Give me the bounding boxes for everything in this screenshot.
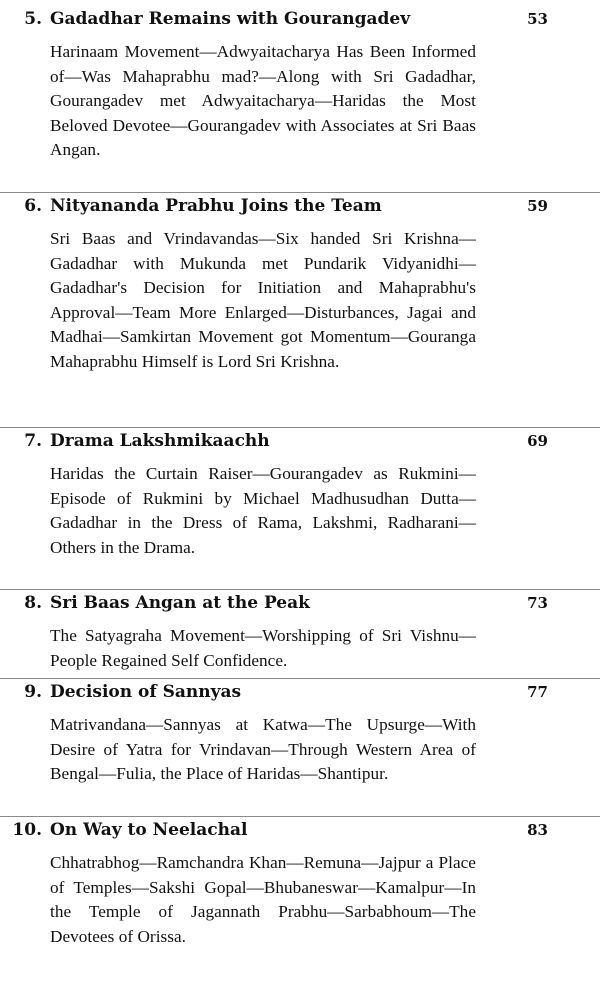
toc-entry-9 <box>0 677 548 787</box>
toc-heading <box>0 426 548 456</box>
page-number: 59 <box>527 197 548 215</box>
chapter-number: 8. <box>24 593 42 613</box>
chapter-title: On Way to Neelachal <box>50 820 248 840</box>
divider <box>0 192 600 193</box>
toc-heading <box>0 4 548 34</box>
chapter-number: 5. <box>24 9 42 29</box>
chapter-number: 6. <box>24 196 42 216</box>
chapter-title: Gadadhar Remains with Gourangadev <box>50 9 411 29</box>
chapter-title: Sri Baas Angan at the Peak <box>50 593 310 613</box>
page-number: 73 <box>527 594 548 612</box>
chapter-number: 9. <box>24 682 42 702</box>
divider <box>0 589 600 590</box>
chapter-description: Haridas the Curtain Raiser—Gourangadev as Rukmini—Episode of Rukmini by Michael Madhusudhan Dutta—Gadadhar in the Dress of Rama, Lakshmi, Radharani—Others in the Drama. <box>50 464 476 557</box>
toc-entry-10 <box>0 815 548 949</box>
divider <box>0 816 600 817</box>
page-number: 53 <box>527 10 548 28</box>
chapter-title: Decision of Sannyas <box>50 682 242 702</box>
chapter-description: The Satyagraha Movement—Worshipping of Sri Vishnu—People Regained Self Confidence. <box>50 626 476 670</box>
page-number: 69 <box>527 432 548 450</box>
toc-entry-8 <box>0 588 548 673</box>
toc-heading <box>0 588 548 618</box>
divider <box>0 678 600 679</box>
toc-heading <box>0 815 548 845</box>
chapter-description: Sri Baas and Vrindavandas—Six handed Sri Krishna—Gadadhar with Mukunda met Pundarik Vidyanidhi—Gadadhar's Decision for Initiation and Mahaprabhu's Approval—Team More Enlarged—Disturbances, Jagai and Madhai—Samkirtan Movement got Momentum—Gouranga Mahaprabhu Himself is Lord Sri Krishna. <box>50 229 476 371</box>
toc-entry-6 <box>0 191 548 374</box>
toc-heading <box>0 677 548 707</box>
toc-entry-5 <box>0 4 548 163</box>
toc-entry-7 <box>0 426 548 560</box>
chapter-title: Drama Lakshmikaachh <box>50 431 270 451</box>
page-number: 83 <box>527 821 548 839</box>
divider <box>0 427 600 428</box>
page-number: 77 <box>527 683 548 701</box>
chapter-title: Nityananda Prabhu Joins the Team <box>50 196 382 216</box>
chapter-description: Harinaam Movement—Adwyaitacharya Has Been Informed of—Was Mahaprabhu mad?—Along with Sri Gadadhar, Gourangadev met Adwyaitacharya—Haridas the Most Beloved Devotee—Gourangadev with Associates at Sri Baas Angan. <box>50 42 476 159</box>
chapter-description: Matrivandana—Sannyas at Katwa—The Upsurge—With Desire of Yatra for Vrindavan—Through Western Area of Bengal—Fulia, the Place of Haridas—Shantipur. <box>50 715 476 783</box>
chapter-number: 10. <box>12 820 42 840</box>
chapter-description: Chhatrabhog—Ramchandra Khan—Remuna—Jajpur a Place of Temples—Sakshi Gopal—Bhubaneswar—Kamalpur—In the Temple of Jagannath Prabhu—Sarbabhoum—The Devotees of Orissa. <box>50 853 476 946</box>
chapter-number: 7. <box>24 431 42 451</box>
toc-heading <box>0 191 548 221</box>
